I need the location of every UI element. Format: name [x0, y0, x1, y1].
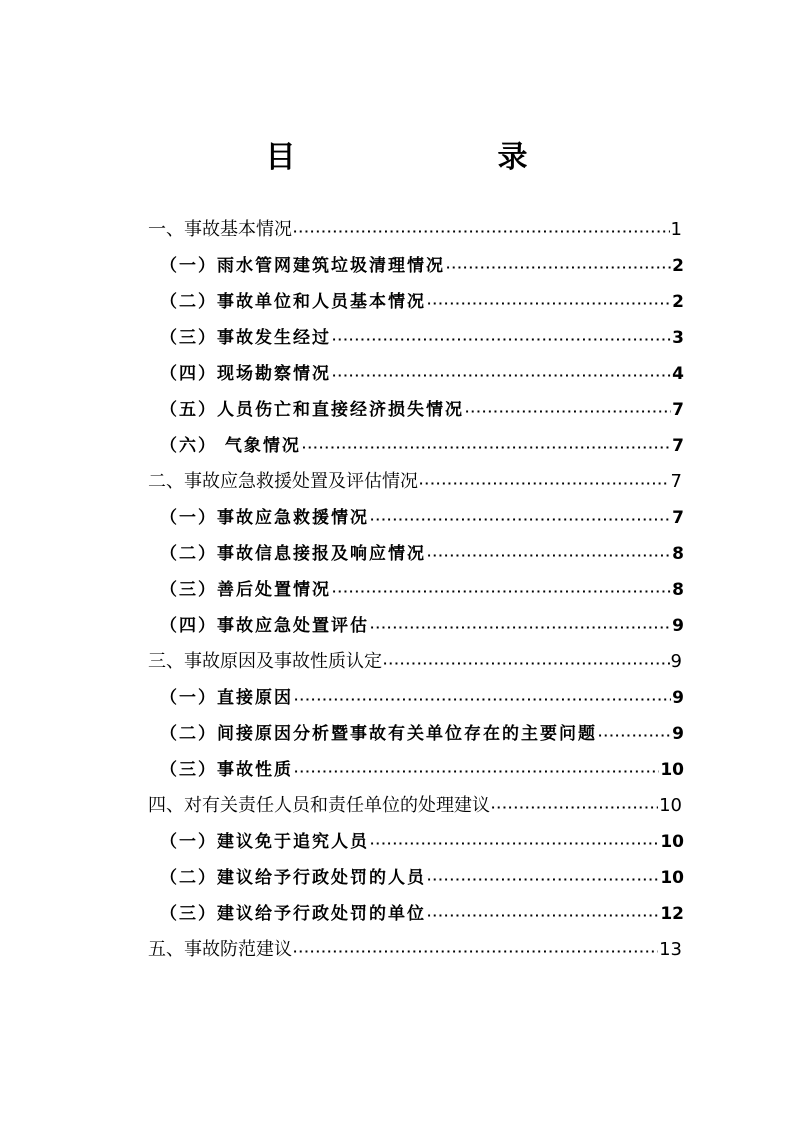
toc-entry-title: 三、事故原因及事故性质认定 [148, 651, 382, 672]
toc-page-number: 2 [672, 292, 684, 312]
toc-entry-title: 四、对有关责任人员和责任单位的处理建议 [148, 795, 490, 816]
toc-dot-leader [427, 541, 671, 571]
toc-entry-title: （二）间接原因分析暨事故有关单位存在的主要问题 [160, 724, 597, 744]
toc-page-number: 8 [672, 544, 684, 564]
toc-page-number: 12 [660, 904, 684, 924]
toc-chapter-entry[interactable] [148, 935, 682, 965]
toc-dot-leader [370, 613, 671, 643]
toc-entry-title: （一）直接原因 [160, 688, 293, 708]
toc-page-number: 10 [660, 760, 684, 780]
toc-section-entry[interactable] [160, 899, 684, 929]
toc-entry-title: （四）现场勘察情况 [160, 364, 331, 384]
toc-section-entry[interactable] [160, 611, 684, 641]
toc-entry-title: （三）建议给予行政处罚的单位 [160, 904, 426, 924]
toc-page-number: 7 [672, 400, 684, 420]
toc-dot-leader [465, 397, 671, 427]
toc-chapter-entry[interactable] [148, 467, 682, 497]
toc-entry-title: 二、事故应急救援处置及评估情况 [148, 471, 418, 492]
toc-chapter-entry[interactable] [148, 791, 682, 821]
toc-entry-title: （二）事故单位和人员基本情况 [160, 292, 426, 312]
toc-entry-title: （三）善后处置情况 [160, 580, 331, 600]
toc-page-number: 9 [670, 651, 682, 672]
toc-page-number: 7 [672, 508, 684, 528]
toc-entry-title: （三）事故发生经过 [160, 328, 331, 348]
toc-dot-leader [427, 865, 659, 895]
toc-dot-leader [370, 505, 671, 535]
toc-section-entry[interactable] [160, 503, 684, 533]
toc-section-entry[interactable] [160, 323, 684, 353]
toc-page-number: 9 [672, 724, 684, 744]
toc-page-number: 3 [672, 328, 684, 348]
toc-section-entry[interactable] [160, 251, 684, 281]
toc-section-entry[interactable] [160, 431, 684, 461]
toc-section-entry[interactable] [160, 287, 684, 317]
toc-entry-title: （三）事故性质 [160, 760, 293, 780]
toc-entry-title: 一、事故基本情况 [148, 219, 292, 240]
toc-page-number: 9 [672, 616, 684, 636]
toc-entry-title: （二）建议给予行政处罚的人员 [160, 868, 426, 888]
toc-entry-title: （五）人员伤亡和直接经济损失情况 [160, 400, 464, 420]
toc-page-number: 10 [660, 832, 684, 852]
toc-dot-leader [370, 829, 659, 859]
toc-section-entry[interactable] [160, 827, 684, 857]
toc-chapter-entry[interactable] [148, 647, 682, 677]
toc-section-entry[interactable] [160, 359, 684, 389]
toc-page-number: 10 [659, 795, 682, 816]
page-title: 目 录 [265, 140, 614, 175]
toc-page-number: 2 [672, 256, 684, 276]
toc-dot-leader [302, 433, 671, 463]
toc-section-entry[interactable] [160, 683, 684, 713]
toc-dot-leader [419, 469, 670, 499]
toc-page-number: 4 [672, 364, 684, 384]
toc-dot-leader [332, 361, 671, 391]
toc-dot-leader [293, 217, 670, 247]
toc-page-number: 13 [659, 939, 682, 960]
toc-dot-leader [332, 577, 671, 607]
toc-entry-title: 五、事故防范建议 [148, 939, 292, 960]
toc-entry-title: （二）事故信息接报及响应情况 [160, 544, 426, 564]
toc-dot-leader [427, 289, 671, 319]
toc-dot-leader [294, 757, 659, 787]
toc-entry-title: （一）雨水管网建筑垃圾清理情况 [160, 256, 445, 276]
toc-dot-leader [293, 937, 658, 967]
toc-page-number: 10 [660, 868, 684, 888]
toc-section-entry[interactable] [160, 575, 684, 605]
toc-section-entry[interactable] [160, 719, 684, 749]
toc-dot-leader [427, 901, 659, 931]
toc-page-number: 7 [672, 436, 684, 456]
toc-page-number: 9 [672, 688, 684, 708]
toc-page-number: 1 [670, 219, 682, 240]
toc-dot-leader [598, 721, 671, 751]
toc-dot-leader [383, 649, 670, 679]
toc-entry-title: （四）事故应急处置评估 [160, 616, 369, 636]
toc-section-entry[interactable] [160, 539, 684, 569]
toc-dot-leader [332, 325, 671, 355]
toc-entry-title: （六） 气象情况 [160, 436, 301, 456]
toc-dot-leader [446, 253, 671, 283]
toc-section-entry[interactable] [160, 863, 684, 893]
toc-dot-leader [294, 685, 671, 715]
toc-chapter-entry[interactable] [148, 215, 682, 245]
toc-page-number: 7 [670, 471, 682, 492]
toc-section-entry[interactable] [160, 395, 684, 425]
toc-page-number: 8 [672, 580, 684, 600]
toc-dot-leader [491, 793, 658, 823]
toc-section-entry[interactable] [160, 755, 684, 785]
toc-entry-title: （一）事故应急救援情况 [160, 508, 369, 528]
toc-entry-title: （一）建议免于追究人员 [160, 832, 369, 852]
